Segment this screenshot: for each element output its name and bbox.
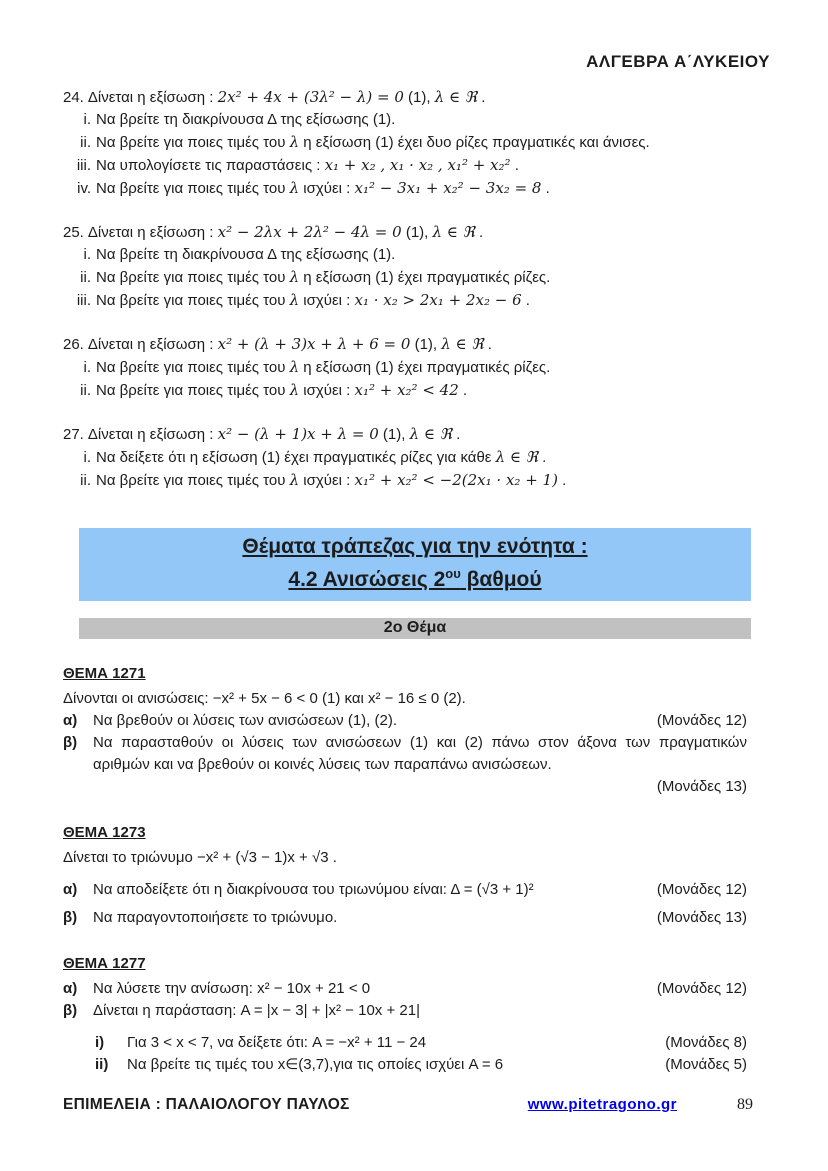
item-text: Να υπολογίσετε τις παραστάσεις : x₁ + x₂ , x₁ · x₂ , x₁² + x₂² . (96, 156, 519, 174)
page-number: 89 (737, 1096, 753, 1113)
item-number: i. (83, 111, 91, 128)
item-number: ii. (80, 472, 91, 489)
thema-1273 (63, 822, 747, 929)
item-text: Να βρείτε για ποιες τιμές του λ η εξίσωση (1) έχει πραγματικές ρίζες. (96, 358, 551, 376)
problem-26 (63, 333, 752, 402)
item-text: Να βρείτε τη διακρίνουσα Δ της εξίσωσης (1). (96, 246, 396, 263)
thema-1277-part-b-ii: ii) Να βρείτε τις τιμές του x∈(3,7),για τις οποίες ισχύει A = 6 (Μονάδες 5) (95, 1054, 747, 1076)
problem-25-intro (63, 221, 752, 244)
problem-number: 25. (63, 224, 84, 241)
page-title: ΑΛΓΕΒΡΑ Α΄ΛΥΚΕΙΟΥ (586, 52, 770, 71)
problem-24-item-iii (63, 154, 752, 177)
superscript: ου (445, 566, 461, 581)
equation: x² − 2λx + 2λ² − 4λ = 0 (217, 223, 402, 241)
item-number: ii. (80, 382, 91, 399)
page-footer (63, 1096, 753, 1114)
problem-24-item-ii (63, 131, 752, 154)
problem-25-item-i (63, 244, 752, 266)
intro-end: . (483, 336, 492, 353)
problem-27-item-ii (63, 469, 752, 492)
problem-25 (63, 221, 752, 312)
thema-1271-part-a: α) Να βρεθούν οι λύσεις των ανισώσεων (1), (2). (Μονάδες 12) (63, 710, 747, 732)
intro-mid: (1), (401, 224, 433, 241)
thema-1273-part-a: α) Να αποδείξετε ότι η διακρίνουσα του τριωνύμου είναι: Δ = (√3 + 1)² (Μονάδες 12) (63, 879, 747, 901)
item-text: Να βρείτε για ποιες τιμές του λ ισχύει : x₁² + x₂² < −2(2x₁ · x₂ + 1) . (96, 471, 567, 489)
editor-credit: ΕΠΙΜΕΛΕΙΑ : ΠΑΛΑΙΟΛΟΓΟΥ ΠΑΥΛΟΣ (63, 1096, 350, 1113)
lambda-domain: λ ∈ ℜ (409, 425, 452, 443)
problem-24 (63, 86, 752, 200)
thema-1277-part-b: β) Δίνεται η παράσταση: A = |x − 3| + |x² − 10x + 21| (63, 1002, 420, 1019)
intro-text: Δίνεται η εξίσωση : (87, 224, 218, 241)
problem-25-item-ii (63, 266, 752, 289)
thema-1277-title: ΘΕΜΑ 1277 (63, 955, 146, 972)
item-text: Να βρείτε για ποιες τιμές του λ ισχύει : x₁² − 3x₁ + x₂² − 3x₂ = 8 . (96, 179, 550, 197)
problem-27-item-i (63, 446, 752, 469)
thema-1273-part-b: β) Να παραγοντοποιήσετε το τριώνυμο. (Μονάδες 13) (63, 907, 747, 929)
item-number: iv. (77, 180, 91, 197)
item-text: Να δείξετε ότι η εξίσωση (1) έχει πραγματικές ρίζες για κάθε λ ∈ ℜ . (96, 448, 547, 466)
thema-1271 (63, 663, 747, 798)
points-badge: (Μονάδες 12) (656, 712, 747, 729)
intro-text: Δίνεται η εξίσωση : (87, 89, 218, 106)
intro-end: . (477, 89, 486, 106)
banner-line-2: 4.2 Ανισώσεις $2^{o\upsilon}$ βαθμού (288, 566, 542, 591)
thema-1277 (63, 953, 747, 1076)
lambda-domain: λ ∈ ℜ (441, 335, 484, 353)
item-number: iii. (76, 292, 91, 309)
problem-27 (63, 423, 752, 492)
lambda-domain: λ ∈ ℜ (432, 223, 475, 241)
intro-mid: (1), (378, 426, 410, 443)
points-badge: (Μονάδες 8) (665, 1034, 747, 1051)
intro-mid: (1), (403, 89, 435, 106)
item-text: Να βρείτε για ποιες τιμές του λ η εξίσωση (1) έχει δυο ρίζες πραγματικές και άνισες. (96, 133, 650, 151)
problem-25-item-iii (63, 289, 752, 312)
theme-2-bar: 2ο Θέμα (79, 618, 751, 639)
lambda-domain: λ ∈ ℜ (434, 88, 478, 106)
item-text: Να βρείτε για ποιες τιμές του λ ισχύει : x₁² + x₂² < 42 . (96, 381, 468, 399)
thema-1277-part-b-i: i) Για 3 < x < 7, να δείξετε ότι: A = −x² + 11 − 24 (Μονάδες 8) (95, 1032, 747, 1054)
points-badge: (Μονάδες 5) (665, 1056, 747, 1073)
points-badge: (Μονάδες 13) (656, 778, 747, 795)
points-badge: (Μονάδες 12) (656, 980, 747, 997)
problem-26-intro (63, 333, 752, 356)
website-link[interactable]: www.pitetragono.gr (527, 1096, 677, 1113)
item-number: ii. (80, 134, 91, 151)
problems-section (63, 86, 752, 492)
problem-number: 27. (63, 426, 84, 443)
equation: 2x² + 4x + (3λ² − λ) = 0 (217, 88, 404, 106)
bank-themes-banner (79, 528, 751, 601)
intro-text: Δίνεται η εξίσωση : (87, 336, 218, 353)
problem-number: 24. (63, 89, 84, 106)
item-number: i. (83, 359, 91, 376)
points-badge: (Μονάδες 13) (656, 909, 747, 926)
problem-24-item-iv (63, 177, 752, 200)
item-number: i. (83, 449, 91, 466)
problem-27-intro (63, 423, 752, 446)
problem-number: 26. (63, 336, 84, 353)
item-number: i. (83, 246, 91, 263)
problem-24-item-i (63, 109, 752, 131)
intro-end: . (474, 224, 484, 241)
item-text: Να βρείτε τη διακρίνουσα Δ της εξίσωσης (1). (96, 111, 396, 128)
thema-1271-intro: Δίνονται οι ανισώσεις: −x² + 5x − 6 < 0 (1) και x² − 16 ≤ 0 (2). (63, 690, 466, 707)
thema-1277-part-a: α) Να λύσετε την ανίσωση: x² − 10x + 21 < 0 (Μονάδες 12) (63, 978, 747, 1000)
equation: x² − (λ + 1)x + λ = 0 (217, 425, 379, 443)
banner-line-1: Θέματα τράπεζας για την ενότητα : (242, 535, 588, 558)
item-number: iii. (76, 157, 91, 174)
item-text: Να βρείτε για ποιες τιμές του λ ισχύει : x₁ · x₂ > 2x₁ + 2x₂ − 6 . (96, 291, 530, 309)
problem-26-item-ii (63, 379, 752, 402)
intro-mid: (1), (410, 336, 442, 353)
item-text: Να βρείτε για ποιες τιμές του λ η εξίσωση (1) έχει πραγματικές ρίζες. (96, 268, 551, 286)
problem-26-item-i (63, 356, 752, 379)
thema-1273-intro: Δίνεται το τριώνυμο −x² + (√3 − 1)x + √3 . (63, 849, 337, 866)
intro-text: Δίνεται η εξίσωση : (87, 426, 218, 443)
thema-1271-part-b: β) Να παρασταθούν οι λύσεις των ανισώσεων (1) και (2) πάνω στον άξονα των πραγματικών αριθμών και να βρεθούν οι κοινές λύσεις των παραπάνω ανισώσεων. (63, 734, 747, 773)
item-number: ii. (80, 269, 91, 286)
equation: x² + (λ + 3)x + λ + 6 = 0 (217, 335, 411, 353)
problem-24-intro (63, 86, 752, 109)
thema-1273-title: ΘΕΜΑ 1273 (63, 824, 146, 841)
intro-end: . (451, 426, 461, 443)
themes-section (63, 663, 747, 1076)
thema-1271-title: ΘΕΜΑ 1271 (63, 665, 146, 682)
points-badge: (Μονάδες 12) (656, 881, 747, 898)
